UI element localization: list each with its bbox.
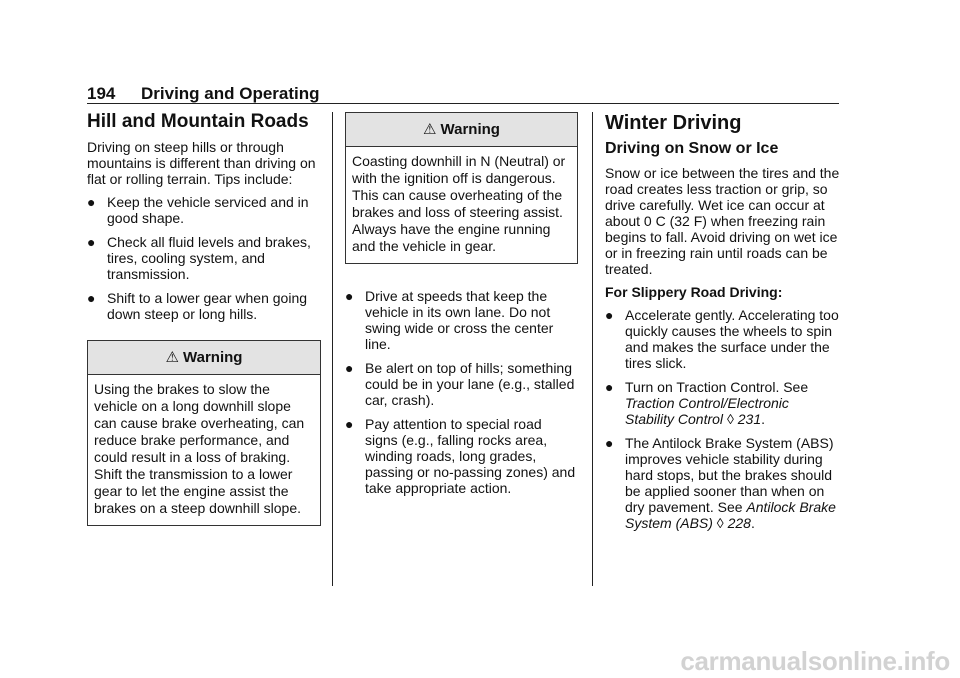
list-item: ● Turn on Traction Control. See Traction Control/Electronic Stability Control ◊ 231. — [605, 379, 809, 427]
list-item: ● Check all fluid levels and brakes, tires, cooling system, and transmission. — [87, 234, 311, 282]
section-title: Driving and Operating — [141, 84, 320, 103]
warning-triangle-icon: ⚠ — [165, 349, 179, 366]
column-2 — [345, 112, 578, 504]
bullet-icon: ● — [87, 290, 96, 306]
list-item: ● Be alert on top of hills; something could be in your lane (e.g., stalled car, crash). — [345, 360, 575, 408]
column-3 — [605, 111, 840, 539]
bullet-icon: ● — [345, 288, 354, 304]
bullet-icon: ● — [605, 379, 614, 395]
hill-intro: Driving on steep hills or through mountains is different than driving on flat or rolling terrain. Tips include: — [87, 139, 316, 187]
snow-ice-subtitle: Driving on Snow or Ice — [605, 140, 779, 157]
traction-control-link[interactable]: Traction Control/Electronic Stability Control — [625, 395, 789, 427]
list-item: ● Accelerate gently. Accelerating too quickly causes the wheels to spin and makes the surface under the tires slick. — [605, 307, 839, 371]
page-number: 194 — [87, 84, 116, 103]
driving-tips-list — [345, 288, 578, 496]
abs-link[interactable]: Antilock Brake System (ABS) — [625, 499, 836, 531]
warning-box-coasting — [345, 112, 578, 264]
page-ref-icon: ◊ — [726, 411, 734, 427]
slippery-tips-list — [605, 307, 840, 531]
list-item: ● Keep the vehicle serviced and in good shape. — [87, 194, 309, 226]
list-item: ● Shift to a lower gear when going down steep or long hills. — [87, 290, 308, 322]
hill-mountain-title: Hill and Mountain Roads — [87, 111, 309, 132]
bullet-icon: ● — [345, 416, 354, 432]
column-divider — [332, 112, 333, 586]
list-item: ● The Antilock Brake System (ABS) improves vehicle stability during hard stops, but the brakes should be applied sooner than when on dry pavement. See Antilock Brake System (ABS) ◊ 228. — [605, 435, 836, 531]
header-rule — [87, 103, 839, 104]
bullet-icon: ● — [605, 307, 614, 323]
list-item: ● Pay attention to special road signs (e.g., falling rocks area, winding roads, long grades, passing or no-passing zones) and take appropriate action. — [345, 416, 576, 496]
warning-triangle-icon: ⚠ — [423, 121, 437, 138]
warning-header: ⚠ Warning — [88, 341, 320, 375]
column-1 — [87, 111, 321, 526]
page-header — [87, 84, 839, 104]
list-item: ● Drive at speeds that keep the vehicle in its own lane. Do not swing wide or cross the center line. — [345, 288, 554, 352]
warning-box-brakes — [87, 340, 321, 526]
slippery-heading: For Slippery Road Driving: — [605, 284, 783, 300]
warning-body: Coasting downhill in N (Neutral) or with the ignition off is dangerous. This can cause overheating of the brakes and loss of steering assist. Always have the engine running and the vehicle in gear. — [352, 153, 566, 254]
hill-tips-list — [87, 194, 321, 322]
snow-ice-intro: Snow or ice between the tires and the road creates less traction or grip, so drive carefully. Wet ice can occur at about 0 C (32 F) when freezing rain begins to fall. Avoid driving on wet ice or in freezing rain until roads can be treated. — [605, 165, 840, 277]
page-ref[interactable]: 228 — [727, 515, 751, 531]
bullet-icon: ● — [87, 234, 96, 250]
column-divider — [592, 112, 593, 586]
page-ref-icon: ◊ — [716, 515, 724, 531]
bullet-icon: ● — [345, 360, 354, 376]
bullet-icon: ● — [87, 194, 96, 210]
winter-driving-title: Winter Driving — [605, 112, 742, 134]
watermark: carmanualsonline.info — [680, 646, 950, 676]
bullet-icon: ● — [605, 435, 614, 451]
page-ref[interactable]: 231 — [737, 411, 762, 427]
warning-header: ⚠ Warning — [346, 113, 577, 147]
warning-body: Using the brakes to slow the vehicle on a long downhill slope can cause brake overheating, can reduce brake performance, and could result in a loss of braking. Shift the transmission to a lower gear to let the engine assist the brakes on a steep downhill slope. — [94, 381, 305, 516]
